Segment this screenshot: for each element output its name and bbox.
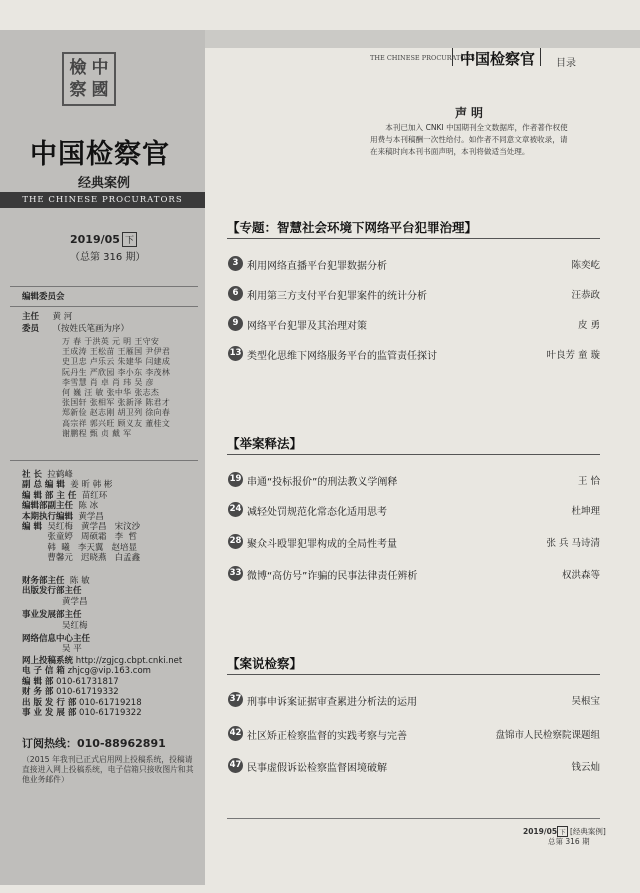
staff-label: 编 辑 (22, 522, 42, 533)
staff-label: 本期执行编辑 (22, 511, 74, 522)
staff-label: 副 总 编 辑 (22, 480, 65, 491)
member-row: 史卫忠 卢乐云 朱建华 闫建成 (62, 357, 171, 367)
article-title: 聚众斗殴罪犯罪构成的全局性考量 (247, 539, 397, 550)
page-number: 19 (228, 472, 243, 487)
staff-name: 拉鹤峰 (47, 470, 73, 480)
dept-name: 吴红梅 (62, 620, 88, 631)
member-row: 阮丹生 严欣园 李小东 李茂林 (62, 367, 171, 377)
footer-issue-half: 下 (559, 828, 566, 836)
footer-issue-year: 2019/05 (523, 827, 558, 836)
article-author: 皮 勇 (577, 320, 600, 331)
page-number: 9 (228, 316, 243, 331)
declaration-title: 声明 (455, 106, 488, 120)
contact-list (22, 656, 202, 718)
article-title: 微博“高仿号”诈骗的民事法律责任辨析 (247, 571, 418, 582)
toc-entry[interactable] (228, 472, 600, 488)
member-row: 李雪慧 肖 卓 肖 玮 吴 彦 (62, 377, 154, 387)
divider (10, 286, 198, 287)
toc-entry[interactable] (228, 566, 600, 582)
issue-number (70, 232, 137, 247)
section-title: 【案说检察】 (227, 656, 303, 671)
staff-label: 编 辑 部 主 任 (22, 490, 77, 501)
staff-label: 社 长 (22, 470, 42, 480)
page-number: 3 (228, 256, 243, 271)
article-title: 减轻处罚规范化常态化适用思考 (247, 507, 387, 518)
contact-value: 010-61719218 (79, 697, 142, 708)
article-author: 陈奕屹 (571, 260, 600, 271)
member-row: 王成涛 王松苗 王雁国 尹伊君 (62, 347, 171, 357)
staff-list (22, 470, 202, 564)
page-number: 13 (228, 346, 243, 361)
toc-entry[interactable] (228, 286, 600, 302)
toc-entry[interactable] (228, 346, 600, 362)
page-number: 47 (228, 758, 243, 773)
dept-label: 事业发展部主任 (22, 610, 82, 621)
contact-label: 网上投稿系统 (22, 656, 74, 666)
article-author: 叶良芳 童 璇 (546, 350, 600, 361)
top-band (205, 30, 640, 48)
page-number: 6 (228, 286, 243, 301)
article-title: 刑事申诉案证据审查累进分析法的运用 (247, 697, 417, 708)
page-number: 33 (228, 566, 243, 581)
staff-name: 陈 冰 (78, 501, 99, 512)
chair-line (22, 312, 72, 322)
brand-title: 中国检察官 (30, 139, 170, 170)
article-title: 利用第三方支付平台犯罪案件的统计分析 (247, 291, 427, 302)
contact-value: 010-61719332 (56, 687, 119, 698)
dept-name: 陈 敏 (69, 576, 90, 586)
article-author: 吴根宝 (571, 696, 600, 707)
article-author: 王 恰 (577, 476, 600, 487)
article-author: 盘锦市人民检察院课题组 (495, 730, 600, 741)
department-list (22, 576, 202, 655)
header-english-title: THE CHINESE PROCURATORS (370, 54, 476, 62)
subscription-hotline: 订阅热线：010-88962891 (22, 737, 166, 750)
seal-char: 檢 (69, 58, 87, 78)
chair-name: 黄 河 (52, 312, 73, 322)
staff-label: 编辑部副主任 (22, 501, 74, 512)
page-number: 37 (228, 692, 243, 707)
submission-note: （2015 年我刊已正式启用网上投稿系统，投稿请直接进入网上投稿系统，电子信箱只接收图片和其他业务邮件） (22, 755, 194, 784)
members-note: （按姓氏笔画为序） (52, 324, 130, 334)
member-row: 郑新俭 赵志刚 胡卫列 徐向春 (62, 408, 171, 418)
declaration-text: 本刊已加入 CNKI 中国期刊全文数据库，作者著作权使用费与本刊稿酬一次性给付。如作者不同意文章被收录，请在来稿时向本刊书面声明，本刊将做适当处理。 (370, 123, 568, 156)
dept-name: 黄学昌 (62, 596, 88, 607)
members-line (22, 324, 129, 334)
toc-entry[interactable] (228, 534, 600, 550)
contact-value: zhjcg@vip.163.com (67, 666, 151, 677)
footer-journal-name: [经典案例] (569, 827, 606, 836)
contact-value: http://zgjcg.cbpt.cnki.net (75, 656, 183, 666)
member-list (62, 337, 170, 439)
contact-label: 电 子 信 箱 (22, 666, 65, 677)
staff-name: 吴红梅 黄学昌 宋汶沙 张童婷 周硕霜 李 哲 韩 曦 李天翼 赵培显 曹馨元 迟晓燕 白孟鑫 (47, 522, 141, 564)
member-row: 何 巍 汪 敏 张中华 张志杰 (62, 388, 160, 398)
staff-name: 姜 昕 韩 彬 (70, 480, 113, 491)
dept-label: 出版发行部主任 (22, 586, 82, 597)
toc-entry[interactable] (228, 692, 600, 708)
seal-char: 察 (69, 80, 87, 100)
article-author: 权洪森等 (561, 570, 600, 581)
section-rule (227, 238, 600, 239)
page-number: 28 (228, 534, 243, 549)
footer-rule (227, 818, 600, 819)
issue-total: （总第 316 期） (70, 252, 146, 263)
dept-label: 财务部主任 (22, 576, 65, 586)
chair-label: 主任 (22, 312, 40, 322)
section-title: 【举案释法】 (227, 436, 303, 451)
contact-label: 财 务 部 (22, 687, 54, 698)
seal-char: 中 (91, 58, 109, 78)
section-rule (227, 454, 600, 455)
article-author: 钱云灿 (571, 762, 600, 773)
toc-entry[interactable] (228, 256, 600, 272)
dept-label: 网络信息中心主任 (22, 634, 91, 645)
toc-entry[interactable] (228, 758, 600, 774)
divider (10, 306, 198, 307)
page-number: 42 (228, 726, 243, 741)
article-title: 社区矫正检察监督的实践考察与完善 (247, 731, 407, 742)
article-title: 串通“投标报价”的刑法教义学阐释 (247, 477, 398, 488)
page-number: 24 (228, 502, 243, 517)
article-title: 类型化思维下网络服务平台的监管责任探讨 (247, 351, 437, 362)
article-title: 利用网络直播平台犯罪数据分析 (247, 261, 387, 272)
committee-label: 编辑委员会 (22, 292, 65, 302)
contact-value: 010-61731817 (56, 676, 119, 687)
english-title-band: THE CHINESE PROCURATORS (0, 192, 205, 208)
header-divider (540, 48, 541, 66)
article-author: 汪恭政 (571, 290, 600, 301)
toc-entry[interactable] (228, 726, 600, 742)
staff-name: 黄学昌 (78, 511, 104, 522)
contact-label: 事 业 发 展 部 (22, 708, 77, 719)
section-title: 【专题：智慧社会环境下网络平台犯罪治理】 (227, 220, 478, 235)
footer-total: 总第 316 期 (548, 837, 590, 846)
issue-year: 2019/05 (70, 233, 120, 246)
member-row: 谢鹏程 甄 贞 戴 军 (62, 428, 132, 438)
dept-name: 吴 平 (62, 644, 82, 655)
member-row: 万 春 于洪英 元 明 王守安 (62, 337, 160, 346)
contact-value: 010-61719322 (79, 708, 142, 719)
member-row: 张国轩 张相军 张新泽 陈君才 (62, 398, 171, 408)
seal-logo (62, 52, 116, 106)
header-brand: 中国检察官 (460, 50, 536, 68)
issue-half: 下 (122, 232, 137, 247)
section-rule (227, 674, 600, 675)
header-divider (452, 48, 453, 66)
toc-entry[interactable] (228, 316, 600, 332)
article-author: 杜坤理 (571, 506, 600, 517)
article-title: 民事虚假诉讼检察监督困境破解 (247, 763, 387, 774)
seal-char: 國 (91, 80, 109, 100)
brand-subtitle: 经典案例 (78, 176, 131, 191)
member-row: 高宗祥 郭兴旺 顾义友 董桂文 (62, 418, 171, 428)
members-label: 委员 (22, 324, 40, 334)
contact-label: 编 辑 部 (22, 676, 54, 687)
contact-label: 出 版 发 行 部 (22, 697, 77, 708)
staff-name: 苗红环 (81, 490, 108, 501)
toc-entry[interactable] (228, 502, 600, 518)
divider (10, 460, 198, 461)
article-author: 张 兵 马诗清 (546, 538, 600, 549)
header-toc-label: 目录 (556, 58, 576, 69)
article-title: 网络平台犯罪及其治理对策 (247, 321, 367, 332)
